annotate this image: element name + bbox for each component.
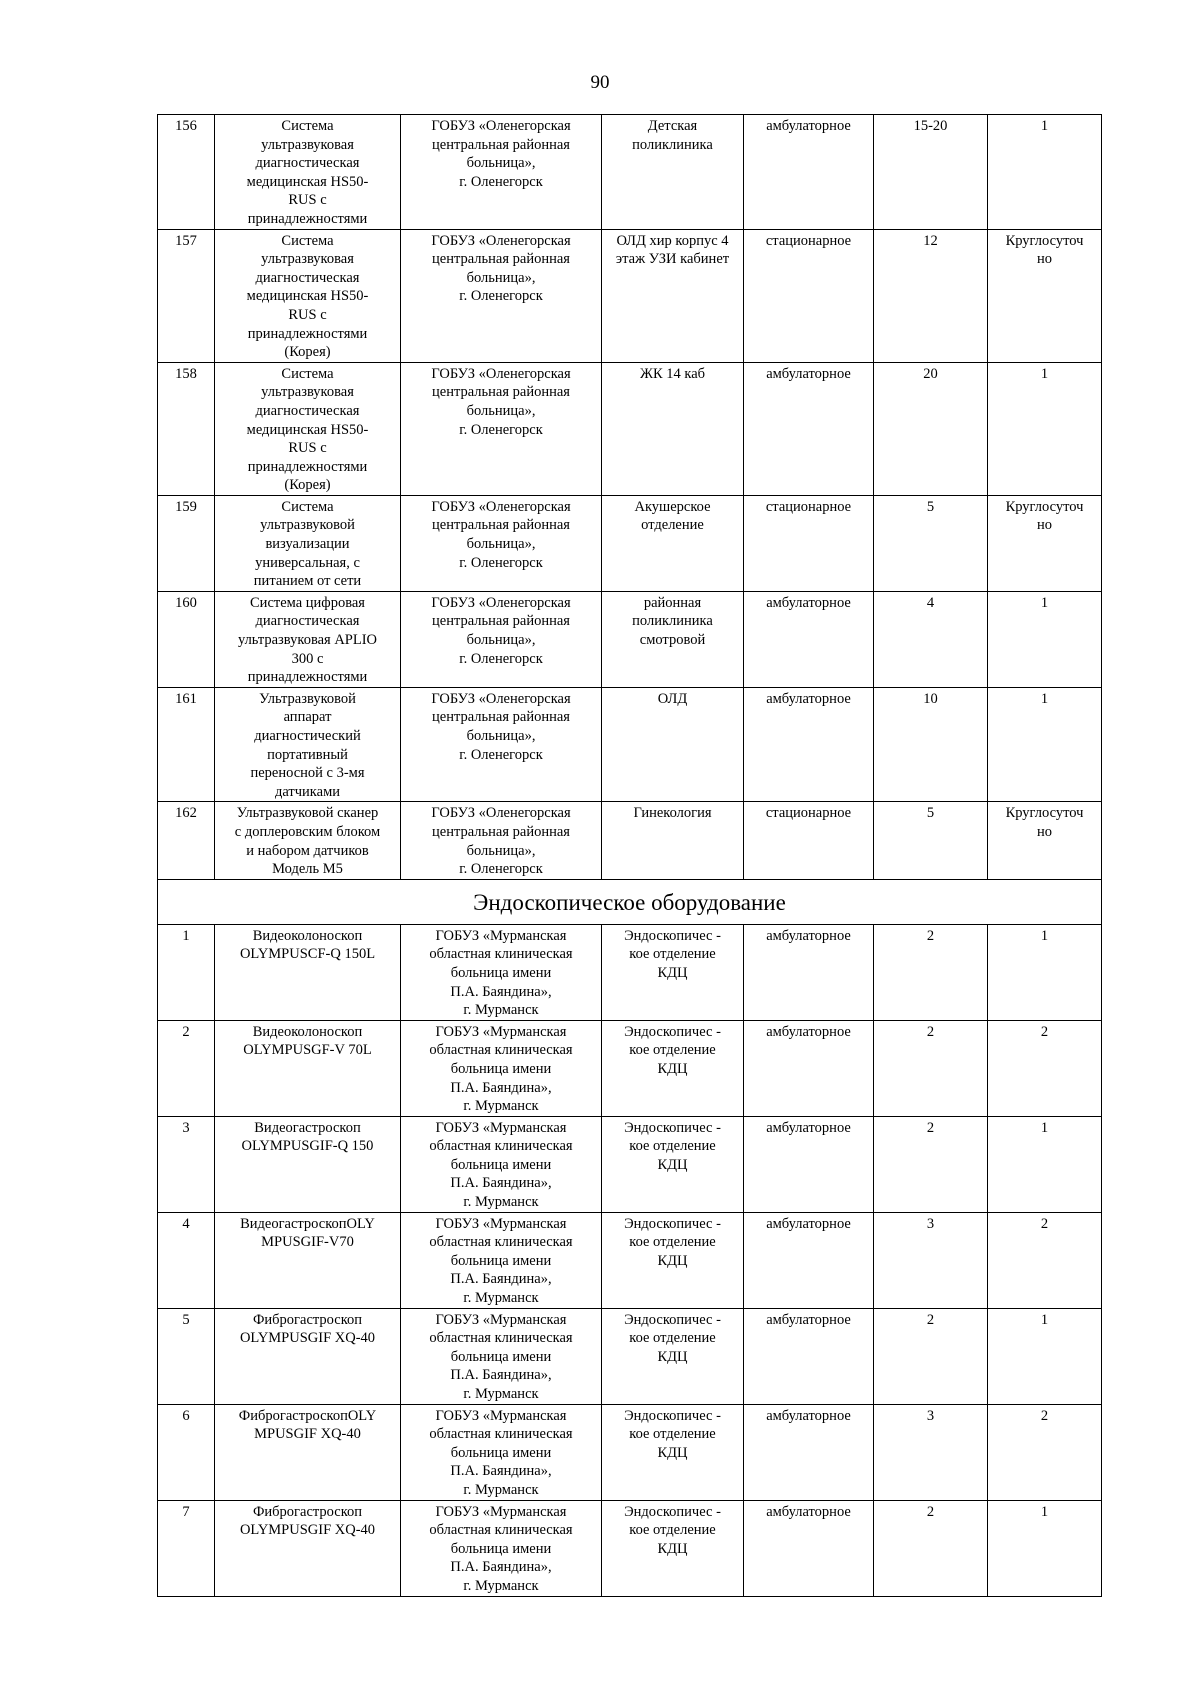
cell-row-number: 7 — [158, 1500, 215, 1596]
cell-care-mode: амбулаторное — [744, 591, 874, 687]
cell-organization: ГОБУЗ «Мурманская областная клиническая больница имени П.А. Баяндина», г. Мурманск — [401, 1500, 602, 1596]
cell-equipment-name: ФиброгастроскопOLY MPUSGIF XQ-40 — [215, 1404, 401, 1500]
cell-department: Детская поликлиника — [602, 115, 744, 230]
table-row — [158, 687, 1102, 802]
cell-department: Эндоскопичес - кое отделение КДЦ — [602, 1020, 744, 1116]
cell-department: ОЛД хир корпус 4 этаж УЗИ кабинет — [602, 229, 744, 362]
cell-department: ОЛД — [602, 687, 744, 802]
cell-load: 5 — [874, 802, 988, 879]
cell-load: 12 — [874, 229, 988, 362]
cell-shifts: 1 — [988, 362, 1102, 495]
cell-load: 10 — [874, 687, 988, 802]
cell-equipment-name: Система ультразвуковая диагностическая медицинская HS50- RUS с принадлежностями — [215, 115, 401, 230]
cell-row-number: 5 — [158, 1308, 215, 1404]
cell-row-number: 3 — [158, 1116, 215, 1212]
cell-equipment-name: Видеоколоноскоп OLYMPUSCF-Q 150L — [215, 924, 401, 1020]
table-row — [158, 1116, 1102, 1212]
cell-organization: ГОБУЗ «Оленегорская центральная районная больница», г. Оленегорск — [401, 115, 602, 230]
cell-row-number: 159 — [158, 495, 215, 591]
cell-department: Эндоскопичес - кое отделение КДЦ — [602, 924, 744, 1020]
cell-equipment-name: Фиброгастроскоп OLYMPUSGIF XQ-40 — [215, 1308, 401, 1404]
cell-shifts: 1 — [988, 1500, 1102, 1596]
table-row — [158, 229, 1102, 362]
cell-load: 2 — [874, 1500, 988, 1596]
cell-load: 20 — [874, 362, 988, 495]
cell-organization: ГОБУЗ «Оленегорская центральная районная больница», г. Оленегорск — [401, 591, 602, 687]
cell-row-number: 156 — [158, 115, 215, 230]
cell-row-number: 4 — [158, 1212, 215, 1308]
table-row — [158, 1020, 1102, 1116]
cell-department: Акушерское отделение — [602, 495, 744, 591]
cell-shifts: 1 — [988, 1308, 1102, 1404]
cell-equipment-name: Видеоколоноскоп OLYMPUSGF-V 70L — [215, 1020, 401, 1116]
cell-department: Эндоскопичес - кое отделение КДЦ — [602, 1404, 744, 1500]
cell-organization: ГОБУЗ «Оленегорская центральная районная больница», г. Оленегорск — [401, 495, 602, 591]
page-number: 90 — [590, 72, 610, 93]
cell-shifts: 2 — [988, 1212, 1102, 1308]
cell-care-mode: амбулаторное — [744, 924, 874, 1020]
cell-load: 2 — [874, 1116, 988, 1212]
section-row — [158, 879, 1102, 924]
cell-equipment-name: Система ультразвуковая диагностическая медицинская HS50- RUS с принадлежностями (Корея) — [215, 362, 401, 495]
cell-organization: ГОБУЗ «Мурманская областная клиническая больница имени П.А. Баяндина», г. Мурманск — [401, 1212, 602, 1308]
cell-department: Эндоскопичес - кое отделение КДЦ — [602, 1500, 744, 1596]
cell-shifts: 1 — [988, 591, 1102, 687]
cell-equipment-name: Ультразвуковой аппарат диагностический портативный переносной с 3-мя датчиками — [215, 687, 401, 802]
cell-row-number: 6 — [158, 1404, 215, 1500]
cell-equipment-name: Система цифровая диагностическая ультразвуковая APLIO 300 с принадлежностями — [215, 591, 401, 687]
cell-equipment-name: ВидеогастроскопOLY MPUSGIF-V70 — [215, 1212, 401, 1308]
cell-row-number: 161 — [158, 687, 215, 802]
cell-shifts: 1 — [988, 1116, 1102, 1212]
cell-organization: ГОБУЗ «Мурманская областная клиническая больница имени П.А. Баяндина», г. Мурманск — [401, 1308, 602, 1404]
cell-care-mode: стационарное — [744, 802, 874, 879]
cell-equipment-name: Система ультразвуковая диагностическая медицинская HS50- RUS с принадлежностями (Корея) — [215, 229, 401, 362]
cell-care-mode: амбулаторное — [744, 1020, 874, 1116]
cell-load: 2 — [874, 1308, 988, 1404]
cell-row-number: 2 — [158, 1020, 215, 1116]
cell-shifts: Круглосуточ но — [988, 495, 1102, 591]
cell-equipment-name: Фиброгастроскоп OLYMPUSGIF XQ-40 — [215, 1500, 401, 1596]
cell-shifts: Круглосуточ но — [988, 229, 1102, 362]
cell-load: 4 — [874, 591, 988, 687]
table-row — [158, 1404, 1102, 1500]
table-row — [158, 924, 1102, 1020]
cell-department: районная поликлиника смотровой — [602, 591, 744, 687]
cell-care-mode: амбулаторное — [744, 1212, 874, 1308]
cell-shifts: 1 — [988, 924, 1102, 1020]
cell-care-mode: амбулаторное — [744, 1404, 874, 1500]
cell-department: Эндоскопичес - кое отделение КДЦ — [602, 1116, 744, 1212]
table-row — [158, 1308, 1102, 1404]
cell-care-mode: амбулаторное — [744, 115, 874, 230]
cell-load: 15-20 — [874, 115, 988, 230]
cell-care-mode: стационарное — [744, 495, 874, 591]
cell-row-number: 157 — [158, 229, 215, 362]
cell-care-mode: амбулаторное — [744, 687, 874, 802]
table-row — [158, 495, 1102, 591]
cell-row-number: 1 — [158, 924, 215, 1020]
cell-organization: ГОБУЗ «Мурманская областная клиническая больница имени П.А. Баяндина», г. Мурманск — [401, 1020, 602, 1116]
table-row — [158, 115, 1102, 230]
cell-department: ЖК 14 каб — [602, 362, 744, 495]
cell-load: 5 — [874, 495, 988, 591]
cell-row-number: 158 — [158, 362, 215, 495]
cell-organization: ГОБУЗ «Мурманская областная клиническая больница имени П.А. Баяндина», г. Мурманск — [401, 1404, 602, 1500]
cell-shifts: 1 — [988, 687, 1102, 802]
cell-shifts: Круглосуточ но — [988, 802, 1102, 879]
cell-care-mode: амбулаторное — [744, 1116, 874, 1212]
equipment-table — [157, 114, 1102, 1597]
cell-organization: ГОБУЗ «Мурманская областная клиническая больница имени П.А. Баяндина», г. Мурманск — [401, 1116, 602, 1212]
cell-organization: ГОБУЗ «Оленегорская центральная районная больница», г. Оленегорск — [401, 362, 602, 495]
cell-organization: ГОБУЗ «Оленегорская центральная районная больница», г. Оленегорск — [401, 229, 602, 362]
table-row — [158, 802, 1102, 879]
cell-load: 2 — [874, 1020, 988, 1116]
cell-organization: ГОБУЗ «Оленегорская центральная районная больница», г. Оленегорск — [401, 802, 602, 879]
cell-load: 3 — [874, 1212, 988, 1308]
cell-care-mode: стационарное — [744, 229, 874, 362]
cell-organization: ГОБУЗ «Оленегорская центральная районная больница», г. Оленегорск — [401, 687, 602, 802]
cell-equipment-name: Система ультразвуковой визуализации универсальная, с питанием от сети — [215, 495, 401, 591]
cell-row-number: 160 — [158, 591, 215, 687]
cell-department: Эндоскопичес - кое отделение КДЦ — [602, 1212, 744, 1308]
cell-department: Гинекология — [602, 802, 744, 879]
section-title: Эндоскопическое оборудование — [158, 879, 1102, 924]
table-row — [158, 591, 1102, 687]
cell-equipment-name: Ультразвуковой сканер с доплеровским блоком и набором датчиков Модель М5 — [215, 802, 401, 879]
table-row — [158, 1500, 1102, 1596]
cell-equipment-name: Видеогастроскоп OLYMPUSGIF-Q 150 — [215, 1116, 401, 1212]
table-row — [158, 1212, 1102, 1308]
cell-department: Эндоскопичес - кое отделение КДЦ — [602, 1308, 744, 1404]
cell-shifts: 1 — [988, 115, 1102, 230]
cell-organization: ГОБУЗ «Мурманская областная клиническая больница имени П.А. Баяндина», г. Мурманск — [401, 924, 602, 1020]
cell-row-number: 162 — [158, 802, 215, 879]
cell-care-mode: амбулаторное — [744, 1308, 874, 1404]
cell-shifts: 2 — [988, 1020, 1102, 1116]
cell-load: 2 — [874, 924, 988, 1020]
table-row — [158, 362, 1102, 495]
cell-care-mode: амбулаторное — [744, 362, 874, 495]
cell-care-mode: амбулаторное — [744, 1500, 874, 1596]
cell-shifts: 2 — [988, 1404, 1102, 1500]
cell-load: 3 — [874, 1404, 988, 1500]
